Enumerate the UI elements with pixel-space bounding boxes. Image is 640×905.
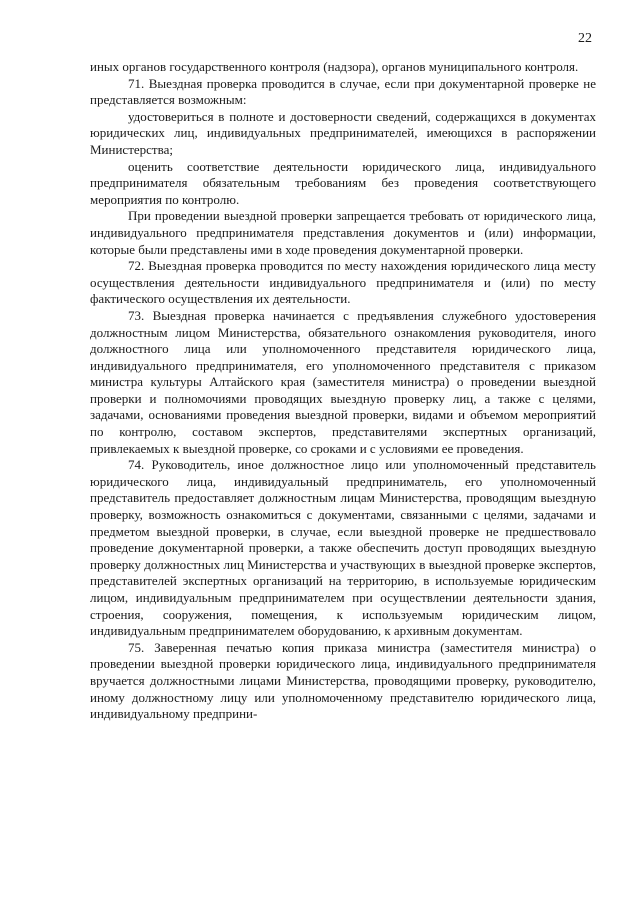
document-body (90, 59, 596, 723)
paragraph-75: 75. Заверенная печатью копия приказа министра (заместителя министра) о проведении выездной проверки юридического лица, индивидуального предпринимателя вручается должностными лицами Министерства, проводящими проверку, руководителю, иному должностному лицу или уполномоченному представителю юридического лица, индивидуальному предприни- (90, 639, 596, 722)
paragraph-continuation: иных органов государственного контроля (надзора), органов муниципального контроля. (90, 59, 579, 74)
paragraph-71-item-1: удостовериться в полноте и достоверности сведений, содержащихся в документах юридических лиц, индивидуальных предпринимателей, имеющихся в распоряжении Министерства; (90, 108, 596, 157)
paragraph-71-prohibition: При проведении выездной проверки запрещается требовать от юридического лица, индивидуального предпринимателя представления документов и (или) информации, которые были представлены ими в ходе проведения документарной проверки. (90, 208, 596, 257)
paragraph-72: 72. Выездная проверка проводится по месту нахождения юридического лица месту осуществления деятельности индивидуального предпринимателя и (или) по месту фактического осуществления их деятельности. (90, 258, 596, 307)
paragraph-73: 73. Выездная проверка начинается с предъявления служебного удостоверения должностным лицом Министерства, обязательного ознакомления руководителя, иного должностного лица или уполномоченного представителя юридического лица, индивидуального предпринимателя, его уполномоченного представителя с приказом министра культуры Алтайского края (заместителя министра) о проведении выездной проверки и полномочиями проводящих выездную проверку лиц, а также с целями, задачами, основаниями проведения выездной проверки, видами и объемом мероприятий по контролю, составом экспертов, представителями экспертных организаций, привлекаемых к выездной проверке, со сроками и с условиями ее проведения. (90, 307, 596, 456)
paragraph-71-item-2: оценить соответствие деятельности юридического лица, индивидуального предпринимателя обязательным требованиям без проведения соответствующего мероприятия по контролю. (90, 158, 596, 207)
paragraph-74: 74. Руководитель, иное должностное лицо или уполномоченный представитель юридического лица, индивидуальный предприниматель, его уполномоченный представитель предоставляет должностным лицам Министерства, проводящим выездную проверку, возможность ознакомиться с документами, связанными с целями, задачами и предметом выездной проверки, в случае, если выездной проверке не предшествовало проведение документарной проверки, а также обеспечить доступ проводящих выездную проверку должностных лиц Министерства и участвующих в выездной проверке экспертов, представителей экспертных организаций на территорию, в используемые юридическим лицом, индивидуальным предпринимателем при осуществлении деятельности здания, строения, сооружения, помещения, к используемым юридическим лицом, индивидуальным предпринимателем оборудованию, к архивным документам. (90, 457, 596, 639)
page-number: 22 (578, 31, 592, 46)
paragraph-71: 71. Выездная проверка проводится в случае, если при документарной проверке не представляется возможным: (90, 75, 596, 108)
